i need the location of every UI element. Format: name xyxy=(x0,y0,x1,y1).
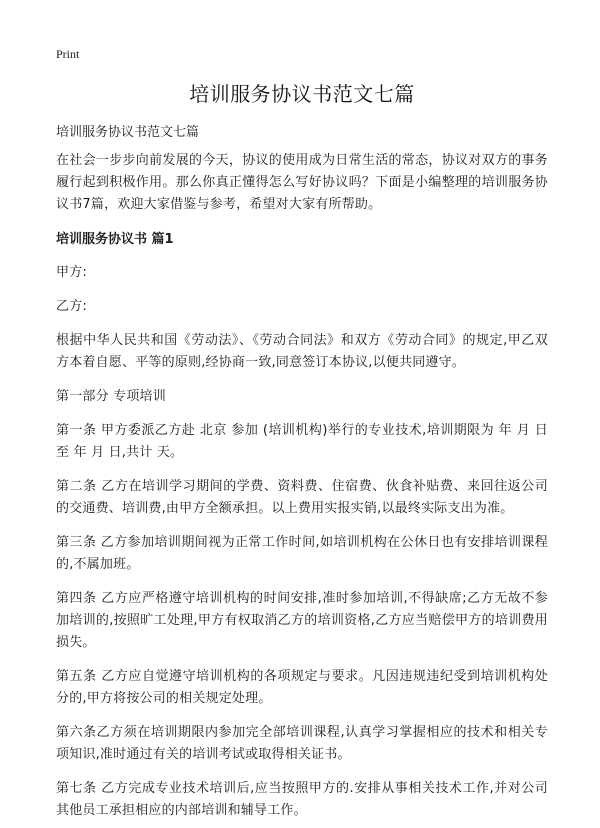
article-7: 第七条 乙方完成专业技术培训后,应当按照甲方的.安排从事相关技术工作,并对公司其他员工承担相应的内部培训和辅导工作。 xyxy=(56,781,548,818)
article-6: 第六条乙方须在培训期限内参加完全部培训课程,认真学习掌握相应的技术和相关专项知识,准时通过有关的培训考试或取得相关证书。 xyxy=(56,725,548,762)
agreement-body xyxy=(56,262,548,822)
print-link[interactable]: Print xyxy=(56,47,80,61)
article-4: 第四条 乙方应严格遵守培训机构的时间安排,准时参加培训,不得缺席;乙方无故不参加培训的,按照旷工处理,甲方有权取消乙方的培训资格,乙方应当赔偿甲方的培训费用损失。 xyxy=(56,591,548,650)
legal-basis-paragraph: 根据中华人民共和国《劳动法》、《劳动合同法》和双方《劳动合同》的规定,甲乙双方本着自愿、平等的原则,经协商一致,同意签订本协议,以便共同遵守。 xyxy=(56,333,548,370)
article-3: 第三条 乙方参加培训期间视为正常工作时间,如培训机构在公休日也有安排培训课程的,不属加班。 xyxy=(56,535,548,572)
document-title: 培训服务协议书范文七篇 xyxy=(189,82,415,106)
article-2: 第二条 乙方在培训学习期间的学费、资料费、住宿费、伙食补贴费、来回往返公司的交通费、培训费,由甲方全额承担。以上费用实报实销,以最终实际支出为准。 xyxy=(56,479,548,516)
article-5: 第五条 乙方应自觉遵守培训机构的各项规定与要求。凡因违规违纪受到培训机构处分的,甲方将按公司的相关规定处理。 xyxy=(56,669,548,706)
article-1: 第一条 甲方委派乙方赴 北京 参加 (培训机构)举行的专业技术,培训期限为 年 月 日至 年 月 日,共计 天。 xyxy=(56,423,548,460)
part-heading: 第一部分 专项培训 xyxy=(56,389,166,404)
party-b-line: 乙方: xyxy=(56,299,87,314)
document-subtitle: 培训服务协议书范文七篇 xyxy=(56,125,200,140)
party-a-line: 甲方: xyxy=(56,265,87,280)
section-heading: 培训服务协议书 篇1 xyxy=(56,232,174,247)
intro-paragraph: 在社会一步步向前发展的今天，协议的使用成为日常生活的常态，协议对双方的事务履行起到积极作用。那么你真正懂得怎么写好协议吗？下面是小编整理的培训服务协议书7篇，欢迎大家借鉴与参考，希望对大家有所帮助。 xyxy=(56,153,548,212)
